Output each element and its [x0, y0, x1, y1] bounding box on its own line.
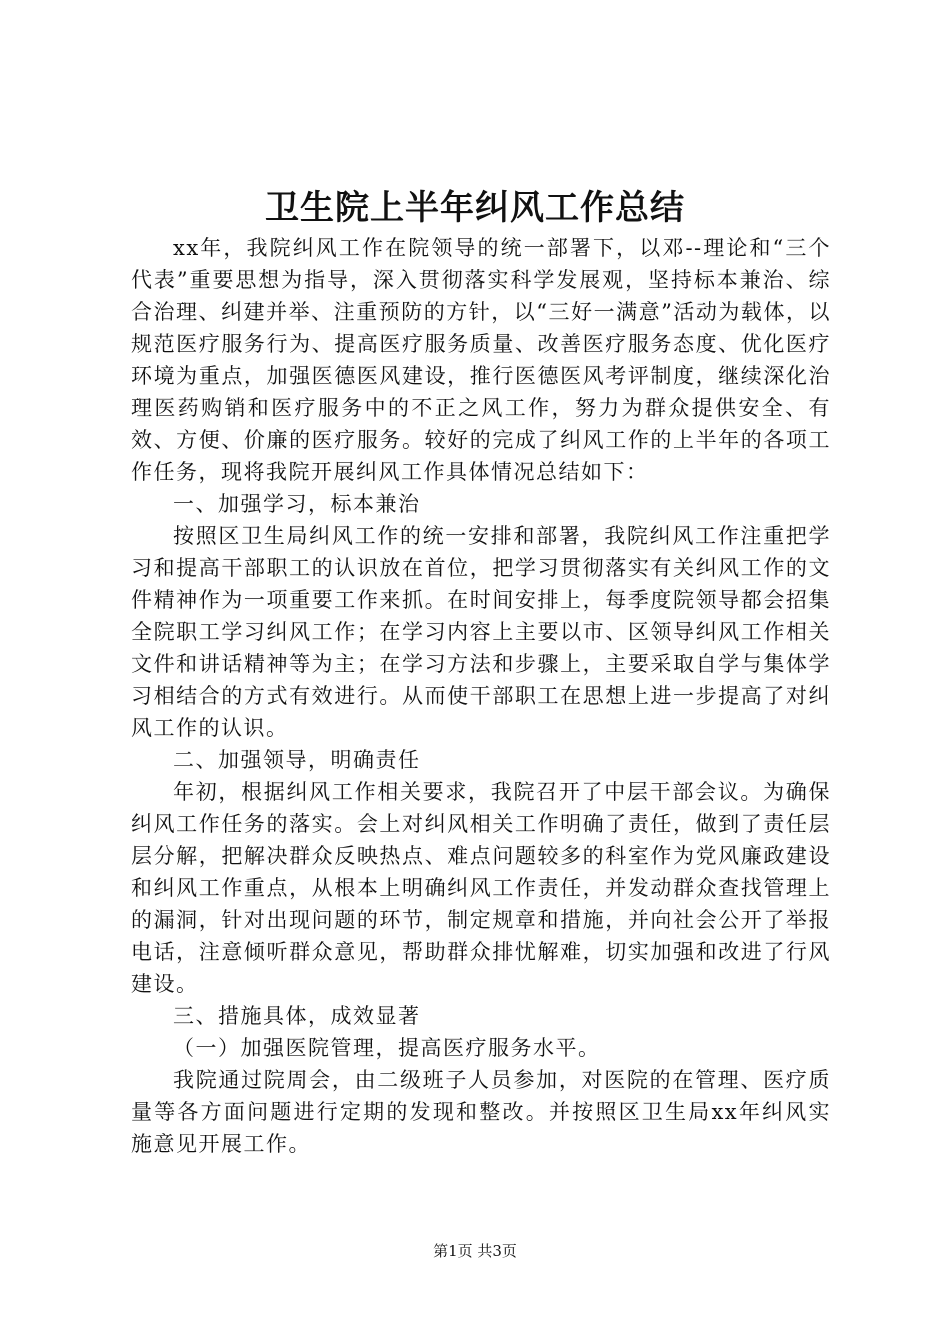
page-indicator: 第1页 共3页	[433, 1242, 517, 1260]
section-heading-3: 三、措施具体，成效显著	[173, 1004, 421, 1028]
section-heading-1: 一、加强学习，标本兼治	[173, 492, 421, 516]
paragraph-section-3-1: 我院通过院周会，由二级班子人员参加，对医院的在管理、医疗质量等各方面问题进行定期的发现和整改。并按照区卫生局xx年纠风实施意见开展工作。	[131, 1068, 831, 1156]
paragraph-section-2: 年初，根据纠风工作相关要求，我院召开了中层干部会议。为确保纠风工作任务的落实。会上对纠风相关工作明确了责任，做到了责任层层分解，把解决群众反映热点、难点问题较多的科室作为党风廉政建设和纠风工作重点，从根本上明确纠风工作责任，并发动群众查找管理上的漏洞，针对出现问题的环节，制定规章和措施，并向社会公开了举报电话，注意倾听群众意见，帮助群众排忧解难，切实加强和改进了行风建设。	[131, 780, 831, 996]
paragraph-section-1: 按照区卫生局纠风工作的统一安排和部署，我院纠风工作注重把学习和提高干部职工的认识放在首位，把学习贯彻落实有关纠风工作的文件精神作为一项重要工作来抓。在时间安排上，每季度院领导都会招集全院职工学习纠风工作；在学习内容上主要以市、区领导纠风工作相关文件和讲话精神等为主；在学习方法和步骤上，主要采取自学与集体学习相结合的方式有效进行。从而使干部职工在思想上进一步提高了对纠风工作的认识。	[131, 524, 831, 740]
section-heading-2: 二、加强领导，明确责任	[173, 748, 421, 772]
document-body	[131, 232, 831, 1160]
subsection-heading-3-1: （一）加强医院管理，提高医疗服务水平。	[173, 1036, 601, 1060]
paragraph-intro: xx年，我院纠风工作在院领导的统一部署下，以邓--理论和“三个代表”重要思想为指导，深入贯彻落实科学发展观，坚持标本兼治、综合治理、纠建并举、注重预防的方针，以“三好一满意”活动为载体，以规范医疗服务行为、提高医疗服务质量、改善医疗服务态度、优化医疗环境为重点，加强医德医风建设，推行医德医风考评制度，继续深化治理医药购销和医疗服务中的不正之风工作，努力为群众提供安全、有效、方便、价廉的医疗服务。较好的完成了纠风工作的上半年的各项工作任务，现将我院开展纠风工作具体情况总结如下：	[131, 236, 831, 484]
document-title: 卫生院上半年纠风工作总结	[265, 188, 685, 228]
